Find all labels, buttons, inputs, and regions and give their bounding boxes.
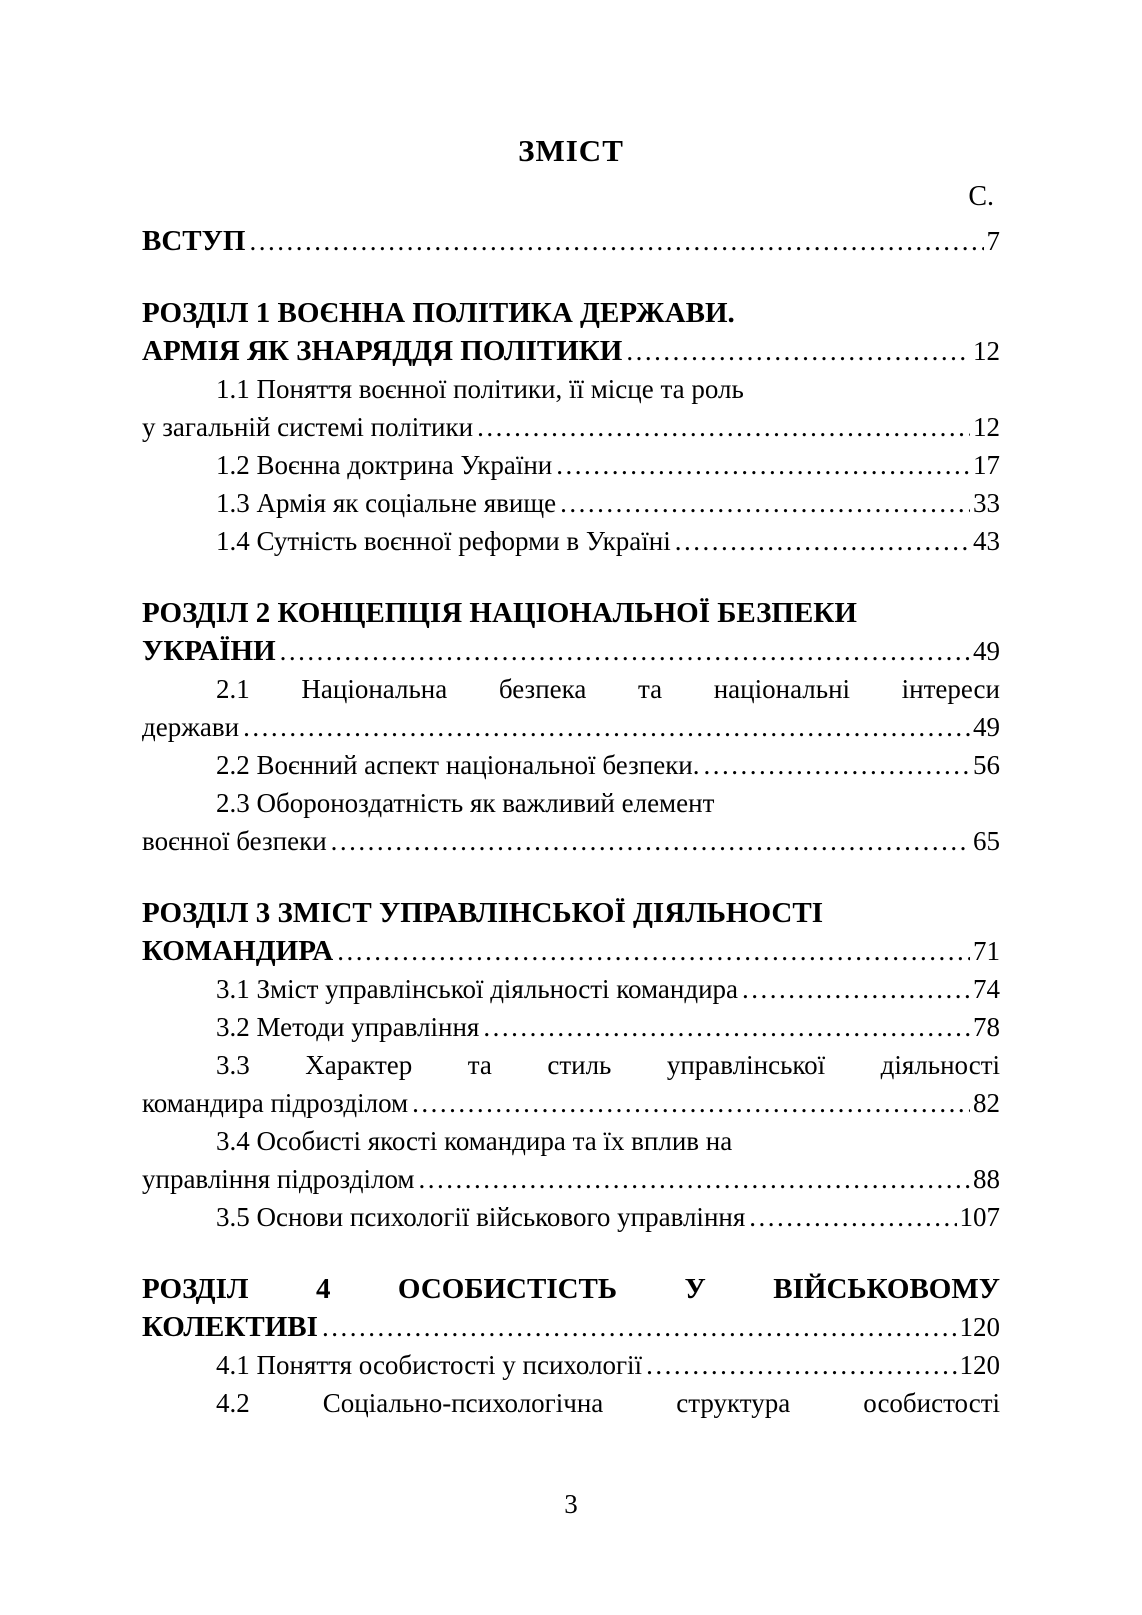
toc-line: [142, 1160, 1000, 1198]
toc-page-number: 56: [973, 750, 1000, 780]
toc-page-number: 88: [973, 1164, 1000, 1194]
toc-entry-text: 3.2 Методи управління: [216, 1012, 480, 1042]
toc-entry: [142, 294, 1000, 370]
dot-leader: [483, 1008, 970, 1046]
toc-entry: [142, 1270, 1000, 1346]
toc-line: [142, 822, 1000, 860]
toc-line: [142, 708, 1000, 746]
dot-leader: [322, 1308, 957, 1346]
dot-leader: [243, 708, 970, 746]
toc-line: РОЗДІЛ 1 ВОЄННА ПОЛІТИКА ДЕРЖАВИ.: [142, 297, 735, 329]
toc-entry: [142, 370, 1000, 446]
dot-leader: [477, 408, 970, 446]
toc-entry-text: АРМІЯ ЯК ЗНАРЯДДЯ ПОЛІТИКИ: [142, 335, 623, 367]
toc-entry-text: УКРАЇНИ: [142, 635, 276, 667]
toc-entry-text: у загальній системі політики: [142, 412, 474, 442]
toc-page-number: 65: [973, 826, 1000, 856]
toc-entry-text: 3.5 Основи психології військового управління: [216, 1202, 746, 1232]
toc-line: 3.4 Особисті якості командира та їх вплив на: [216, 1126, 733, 1156]
toc-entry: [142, 1122, 1000, 1198]
footer-page-number: 3: [564, 1489, 578, 1519]
toc-line: РОЗДІЛ 2 КОНЦЕПЦІЯ НАЦІОНАЛЬНОЇ БЕЗПЕКИ: [142, 597, 857, 629]
toc-line: [142, 522, 1000, 560]
toc-entry: [142, 446, 1000, 484]
toc-entry: [142, 1046, 1000, 1122]
toc-line: [142, 1198, 1000, 1236]
toc-entry: [142, 522, 1000, 560]
toc-entry-text: ВСТУП: [142, 225, 246, 257]
toc-page-number: 7: [986, 226, 1000, 256]
toc-entry: [142, 784, 1000, 860]
toc-page-number: 82: [973, 1088, 1000, 1118]
toc-page-number: 107: [959, 1202, 1000, 1232]
toc-entry-text: держави: [142, 712, 240, 742]
toc-line: [142, 408, 1000, 446]
toc-entry-text: КОЛЕКТИВІ: [142, 1311, 318, 1343]
toc-line: 4.2 Соціально-психологічна структура особистості: [216, 1388, 1000, 1418]
toc-page-number: 49: [973, 712, 1000, 742]
toc-line: [142, 932, 1000, 970]
toc: [142, 222, 1000, 1422]
toc-line: [142, 970, 1000, 1008]
dot-leader: [331, 822, 970, 860]
dot-leader: [626, 332, 970, 370]
toc-entry-text: 1.4 Сутність воєнної реформи в Україні: [216, 526, 671, 556]
dot-leader: [646, 1346, 956, 1384]
dot-leader: [704, 746, 970, 784]
toc-entry: [142, 746, 1000, 784]
toc-line: [142, 222, 1000, 260]
toc-entry-text: воєнної безпеки: [142, 826, 327, 856]
toc-page-number: 12: [973, 336, 1000, 366]
toc-entry: [142, 970, 1000, 1008]
toc-entry: [142, 1198, 1000, 1236]
toc-page-number: 49: [973, 636, 1000, 666]
toc-entry: [142, 894, 1000, 970]
dot-leader: [249, 222, 983, 260]
page-title: ЗМІСТ: [518, 133, 624, 168]
toc-line: [142, 1308, 1000, 1346]
toc-page-number: 74: [973, 974, 1000, 1004]
dot-leader: [742, 970, 970, 1008]
toc-line: [142, 1008, 1000, 1046]
toc-entry: [142, 484, 1000, 522]
toc-line: [142, 746, 1000, 784]
toc-line: 3.3 Характер та стиль управлінської діяльності: [216, 1050, 1000, 1080]
toc-page-number: 33: [973, 488, 1000, 518]
toc-page-number: 17: [973, 450, 1000, 480]
dot-leader: [560, 484, 970, 522]
toc-entry-text: КОМАНДИРА: [142, 935, 334, 967]
dot-leader: [419, 1160, 970, 1198]
toc-entry: [142, 1384, 1000, 1422]
toc-entry-text: 1.3 Армія як соціальне явище: [216, 488, 557, 518]
dot-leader: [556, 446, 970, 484]
toc-entry-text: 4.1 Поняття особистості у психології: [216, 1350, 643, 1380]
page-column-header: С.: [968, 181, 994, 212]
dot-leader: [412, 1084, 970, 1122]
toc-entry-text: 3.1 Зміст управлінської діяльності командира: [216, 974, 739, 1004]
toc-line: [142, 632, 1000, 670]
toc-line: [142, 1084, 1000, 1122]
toc-entry: [142, 1008, 1000, 1046]
toc-entry: [142, 1346, 1000, 1384]
toc-entry: [142, 222, 1000, 260]
toc-line: [142, 332, 1000, 370]
toc-entry-text: командира підрозділом: [142, 1088, 409, 1118]
toc-page-number: 78: [973, 1012, 1000, 1042]
dot-leader: [337, 932, 970, 970]
toc-line: 2.1 Національна безпека та національні інтереси: [216, 674, 1000, 704]
toc-line: [142, 446, 1000, 484]
toc-line: [142, 1346, 1000, 1384]
toc-line: [142, 484, 1000, 522]
toc-entry-text: управління підрозділом: [142, 1164, 415, 1194]
toc-entry-text: 1.2 Воєнна доктрина України: [216, 450, 553, 480]
toc-line: 1.1 Поняття воєнної політики, її місце та роль: [216, 374, 744, 404]
toc-page-number: 120: [959, 1312, 1000, 1342]
toc-entry: [142, 594, 1000, 670]
toc-page-number: 43: [973, 526, 1000, 556]
toc-entry-text: 2.2 Воєнний аспект національної безпеки.: [216, 750, 700, 780]
toc-line: 2.3 Обороноздатність як важливий елемент: [216, 788, 715, 818]
toc-line: РОЗДІЛ 3 ЗМІСТ УПРАВЛІНСЬКОЇ ДІЯЛЬНОСТІ: [142, 897, 823, 929]
toc-page-number: 71: [973, 936, 1000, 966]
dot-leader: [280, 632, 970, 670]
toc-page-number: 12: [973, 412, 1000, 442]
dot-leader: [675, 522, 970, 560]
toc-line: РОЗДІЛ 4 ОСОБИСТІСТЬ У ВІЙСЬКОВОМУ: [142, 1273, 1000, 1305]
dot-leader: [749, 1198, 956, 1236]
toc-entry: [142, 670, 1000, 746]
toc-page-number: 120: [959, 1350, 1000, 1380]
